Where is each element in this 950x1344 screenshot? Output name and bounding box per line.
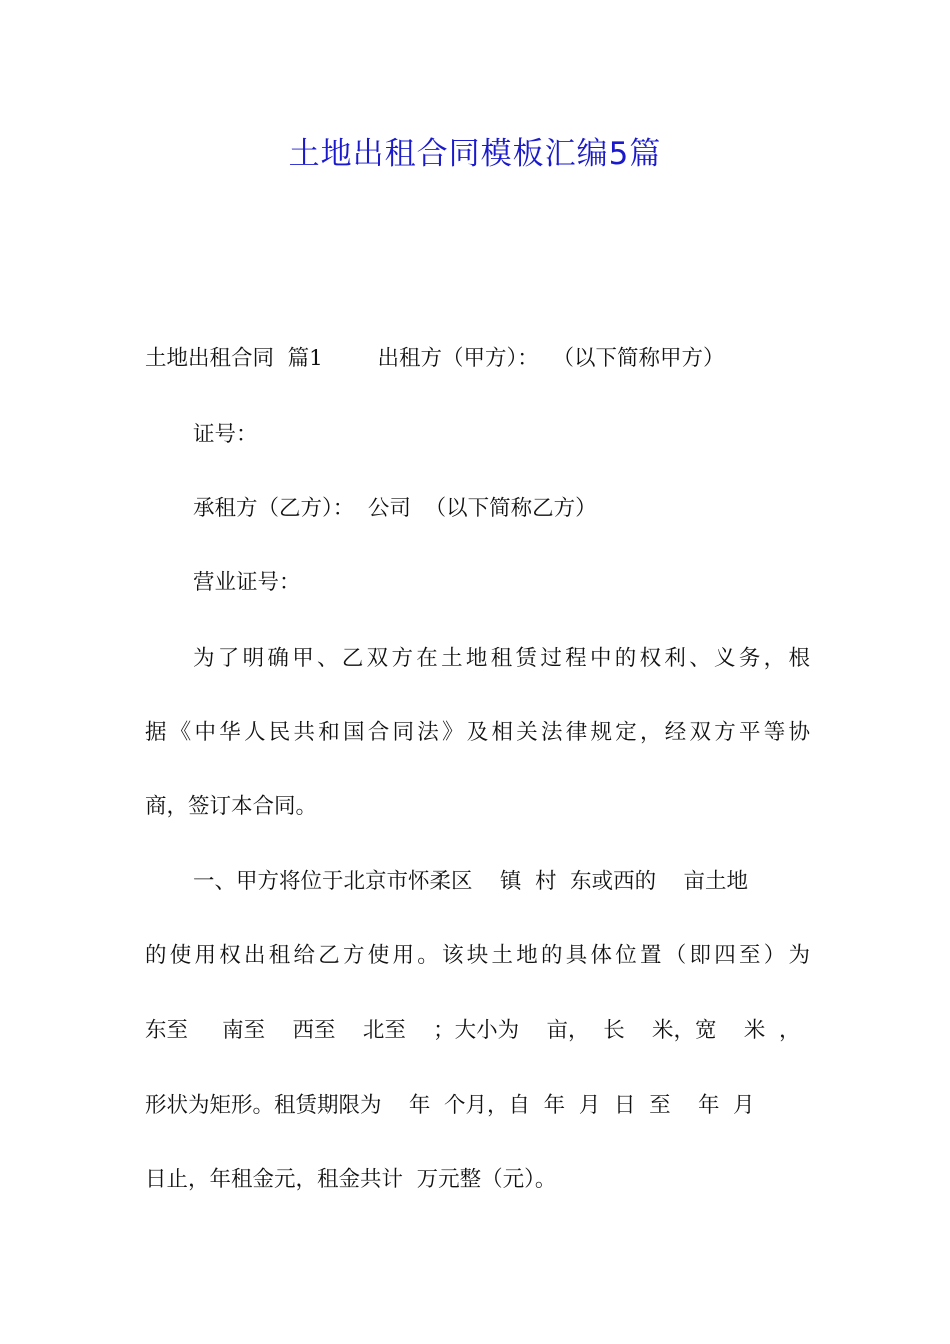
certificate-number-line: 证号： xyxy=(193,422,258,447)
business-license-line: 营业证号： xyxy=(193,570,301,595)
document-title: 土地出租合同模板汇编5篇 xyxy=(288,136,662,172)
paragraph-line: 的使用权出租给乙方使用。该块土地的具体位置（即四至）为 xyxy=(145,943,810,968)
contract-heading-line: 土地出租合同 篇1 出租方（甲方）： （以下简称甲方） xyxy=(145,346,725,371)
paragraph-line: 据《中华人民共和国合同法》及相关法律规定，经双方平等协 xyxy=(145,720,810,745)
paragraph-line: 商，签订本合同。 xyxy=(145,794,318,819)
paragraph-line: 日止，年租金元，租金共计 万元整（元）。 xyxy=(145,1167,557,1192)
paragraph-line: 为了明确甲、乙双方在土地租赁过程中的权利、义务，根 xyxy=(193,646,810,671)
paragraph-line: 一、甲方将位于北京市怀柔区 镇 村 东或西的 亩土地 xyxy=(193,869,749,894)
paragraph-line: 形状为矩形。租赁期限为 年 个月，自 年 月 日 至 年 月 xyxy=(145,1093,755,1118)
lessee-line: 承租方（乙方）： 公司 （以下简称乙方） xyxy=(193,496,597,521)
paragraph-line: 东至 南至 西至 北至 ；大小为 亩， 长 米，宽 米 ， xyxy=(145,1018,801,1043)
